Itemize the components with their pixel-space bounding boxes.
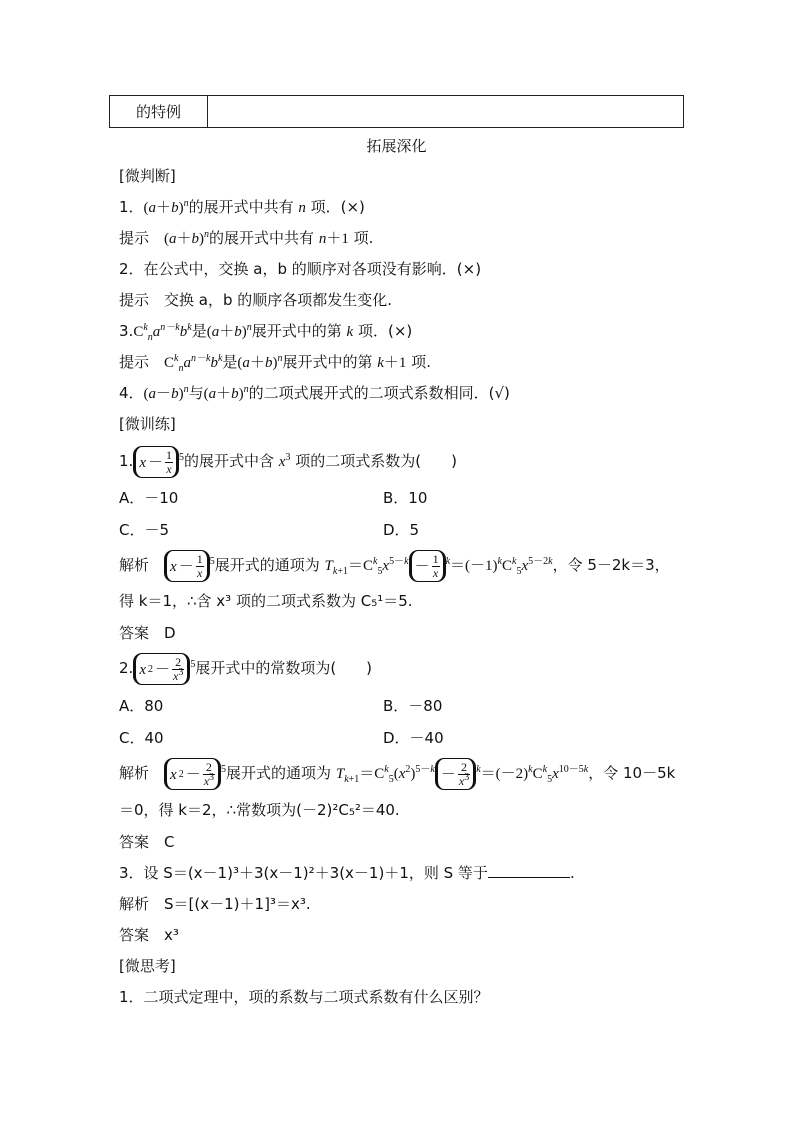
judge-q3: $3.C^k_na^{n-k}b^k$是$(a+b)^n$展开式中的第 k 项．(×) bbox=[119, 322, 413, 343]
section-title: 拓展深化 bbox=[366, 137, 427, 155]
train-q1: 1. x － $\frac{1}{x}$ $^5$的展开式中含 $x^3$ 项的二项式系数为( ) bbox=[119, 444, 457, 479]
train-q1-option-a: A．－10 bbox=[119, 489, 179, 507]
judge-h2: 提示 交换 a，b 的顺序各项都发生变化. bbox=[119, 291, 393, 309]
section-judge: [微判断] bbox=[119, 167, 176, 185]
think-q1: 1．二项式定理中，项的系数与二项式系数有什么区别？ bbox=[119, 988, 489, 1006]
train-q2-option-a: A．80 bbox=[119, 697, 164, 715]
train-q1-analysis: 解析 x － $\frac{1}{x}$ $^5$展开式的通项为 $T_{k+1}=C^k_5x^{5-k}$ － $\frac{1}{x}$ $^k=(-1)^kC^k_5x^{5-2k}$，令 5－2k＝3， bbox=[119, 548, 670, 583]
train-q1-option-d: D．5 bbox=[383, 521, 420, 539]
train-q3-analysis: 解析 S＝[(x－1)＋1]³＝x³. bbox=[119, 895, 311, 913]
train-q2-analysis: 解析 x 2 － $\frac{2}{x^3}$ $^5$展开式的通项为 $T_{k+1}=C^k_5(x^2)^{5-k}$ － $\frac{2}{x^3}$ $^k=(-2)^kC^k_5x^{10-5k}$，令 10－5k bbox=[119, 756, 675, 791]
judge-h1: 提示 $(a+b)^n$的展开式中共有 n＋1 项. bbox=[119, 229, 374, 247]
judge-q4: 4．$(a-b)^n$与$(a+b)^n$的二项式展开式的二项式系数相同．(√) bbox=[119, 384, 510, 402]
table-cell-empty bbox=[208, 96, 683, 127]
judge-q2: 2．在公式中，交换 a，b 的顺序对各项没有影响．(×) bbox=[119, 260, 482, 278]
section-think: [微思考] bbox=[119, 957, 176, 975]
train-q2-option-b: B．－80 bbox=[383, 697, 443, 715]
train-q3: 3．设 S＝(x－1)³＋3(x－1)²＋3(x－1)＋1，则 S 等于 . bbox=[119, 864, 575, 882]
train-q1-analysis-line2: 得 k＝1，∴含 x³ 项的二项式系数为 C₅¹＝5. bbox=[119, 592, 413, 610]
table-cell-label: 的特例 bbox=[110, 96, 208, 127]
train-q2-option-c: C．40 bbox=[119, 729, 164, 747]
table-fragment bbox=[109, 95, 684, 128]
binomial-x2-minus-2-over-x3: x 2 － $\frac{2}{x^3}$ bbox=[133, 653, 190, 685]
judge-q1: 1．$(a+b)^n$的展开式中共有 n 项．(×) bbox=[119, 198, 365, 216]
train-q2-option-d: D．－40 bbox=[383, 729, 444, 747]
judge-h3: 提示 $C^k_na^{n-k}b^k$是$(a+b)^n$展开式中的第 k＋1 项. bbox=[119, 353, 431, 374]
train-q2: 2. x 2 － $\frac{2}{x^3}$ $^5$展开式中的常数项为( ) bbox=[119, 651, 372, 685]
section-train: [微训练] bbox=[119, 415, 176, 433]
binomial-x-minus-1-over-x: x － $\frac{1}{x}$ bbox=[133, 446, 179, 478]
answer-blank[interactable] bbox=[488, 863, 570, 878]
train-q1-option-c: C．－5 bbox=[119, 521, 170, 539]
train-q2-answer: 答案 C bbox=[119, 833, 175, 851]
train-q2-analysis-line2: ＝0，得 k＝2，∴常数项为(－2)²C₅²＝40. bbox=[119, 801, 400, 819]
train-q1-option-b: B．10 bbox=[383, 489, 428, 507]
train-q3-answer: 答案 x³ bbox=[119, 926, 179, 944]
train-q1-answer: 答案 D bbox=[119, 624, 176, 642]
